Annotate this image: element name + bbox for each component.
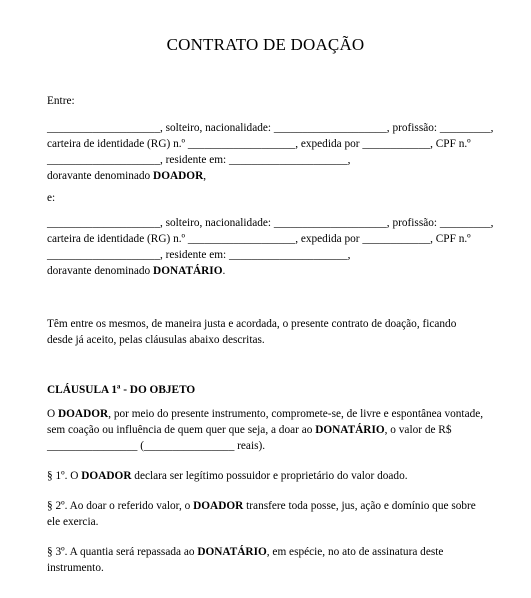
text-fragment: § 3º. A quantia será repassada ao bbox=[47, 546, 198, 558]
text-fragment: transfere toda posse, jus, ação e domínio que sobre bbox=[243, 500, 476, 512]
text-fragment: , em espécie, no ato de assinatura deste bbox=[266, 546, 444, 558]
clause-1-p1-line-2 bbox=[47, 423, 451, 437]
donor-role: DOADOR bbox=[153, 170, 204, 182]
clause-1-p1-line-1 bbox=[47, 407, 483, 421]
text-fragment: declara ser legítimo possuidor e proprietário do valor doado. bbox=[131, 470, 408, 482]
intro-line-1: Têm entre os mesmos, de maneira justa e acordada, o presente contrato de doação, ficando bbox=[47, 318, 457, 330]
donee-line-3: ____________________, residente em: _____________________, bbox=[47, 249, 351, 261]
clause-1-s2-line-2: ele exercia. bbox=[47, 516, 99, 528]
clause-1-s2-line-1 bbox=[47, 499, 476, 513]
text-fragment: O bbox=[47, 408, 58, 420]
clause-1-s3-line-1 bbox=[47, 545, 443, 559]
text-fragment: § 1º. O bbox=[47, 470, 82, 482]
entre-label: Entre: bbox=[47, 95, 75, 107]
clause-1-s3-line-2: instrumento. bbox=[47, 562, 104, 574]
document-title: CONTRATO DE DOAÇÃO bbox=[166, 35, 365, 54]
doador-bold: DOADOR bbox=[81, 470, 132, 482]
doador-bold: DOADOR bbox=[193, 500, 244, 512]
donor-line-1: ____________________, solteiro, nacionalidade: ____________________, profissão: _________, bbox=[47, 122, 494, 134]
text-fragment: sem coação ou influência de quem quer que seja, a doar ao bbox=[47, 424, 316, 436]
intro-line-2: desde já aceito, pelas cláusulas abaixo descritas. bbox=[47, 334, 265, 346]
doador-bold: DOADOR bbox=[57, 408, 109, 420]
donee-line-2: carteira de identidade (RG) n.º ___________________, expedida por ____________, CPF n.º bbox=[47, 233, 471, 245]
clause-1-heading: CLÁUSULA 1ª - DO OBJETO bbox=[47, 384, 196, 396]
donor-designation-text: doravante denominado bbox=[47, 170, 154, 182]
donee-punct: . bbox=[222, 265, 226, 277]
donor-punct: , bbox=[203, 170, 207, 182]
text-fragment: , por meio do presente instrumento, compromete-se, de livre e espontânea vontade, bbox=[108, 408, 484, 420]
text-fragment: § 2º. Ao doar o referido valor, o bbox=[47, 500, 194, 512]
donee-designation-text: doravante denominado bbox=[47, 265, 154, 277]
donor-line-3: ____________________, residente em: _____________________, bbox=[47, 154, 351, 166]
donatario-bold: DONATÁRIO bbox=[197, 546, 267, 558]
text-fragment: , o valor de R$ bbox=[384, 424, 452, 436]
donee-role: DONATÁRIO bbox=[153, 265, 223, 277]
donor-line-2: carteira de identidade (RG) n.º ___________________, expedida por ____________, CPF n.º bbox=[47, 138, 471, 150]
e-label: e: bbox=[47, 192, 56, 204]
clause-1-p1-line-3: ________________ (________________ reais). bbox=[47, 440, 266, 452]
donee-line-4 bbox=[47, 264, 225, 278]
donatario-bold: DONATÁRIO bbox=[315, 424, 385, 436]
donee-line-1: ____________________, solteiro, nacionalidade: ____________________, profissão: _________, bbox=[47, 217, 494, 229]
donor-line-4 bbox=[47, 169, 206, 183]
clause-1-s1 bbox=[47, 469, 408, 483]
